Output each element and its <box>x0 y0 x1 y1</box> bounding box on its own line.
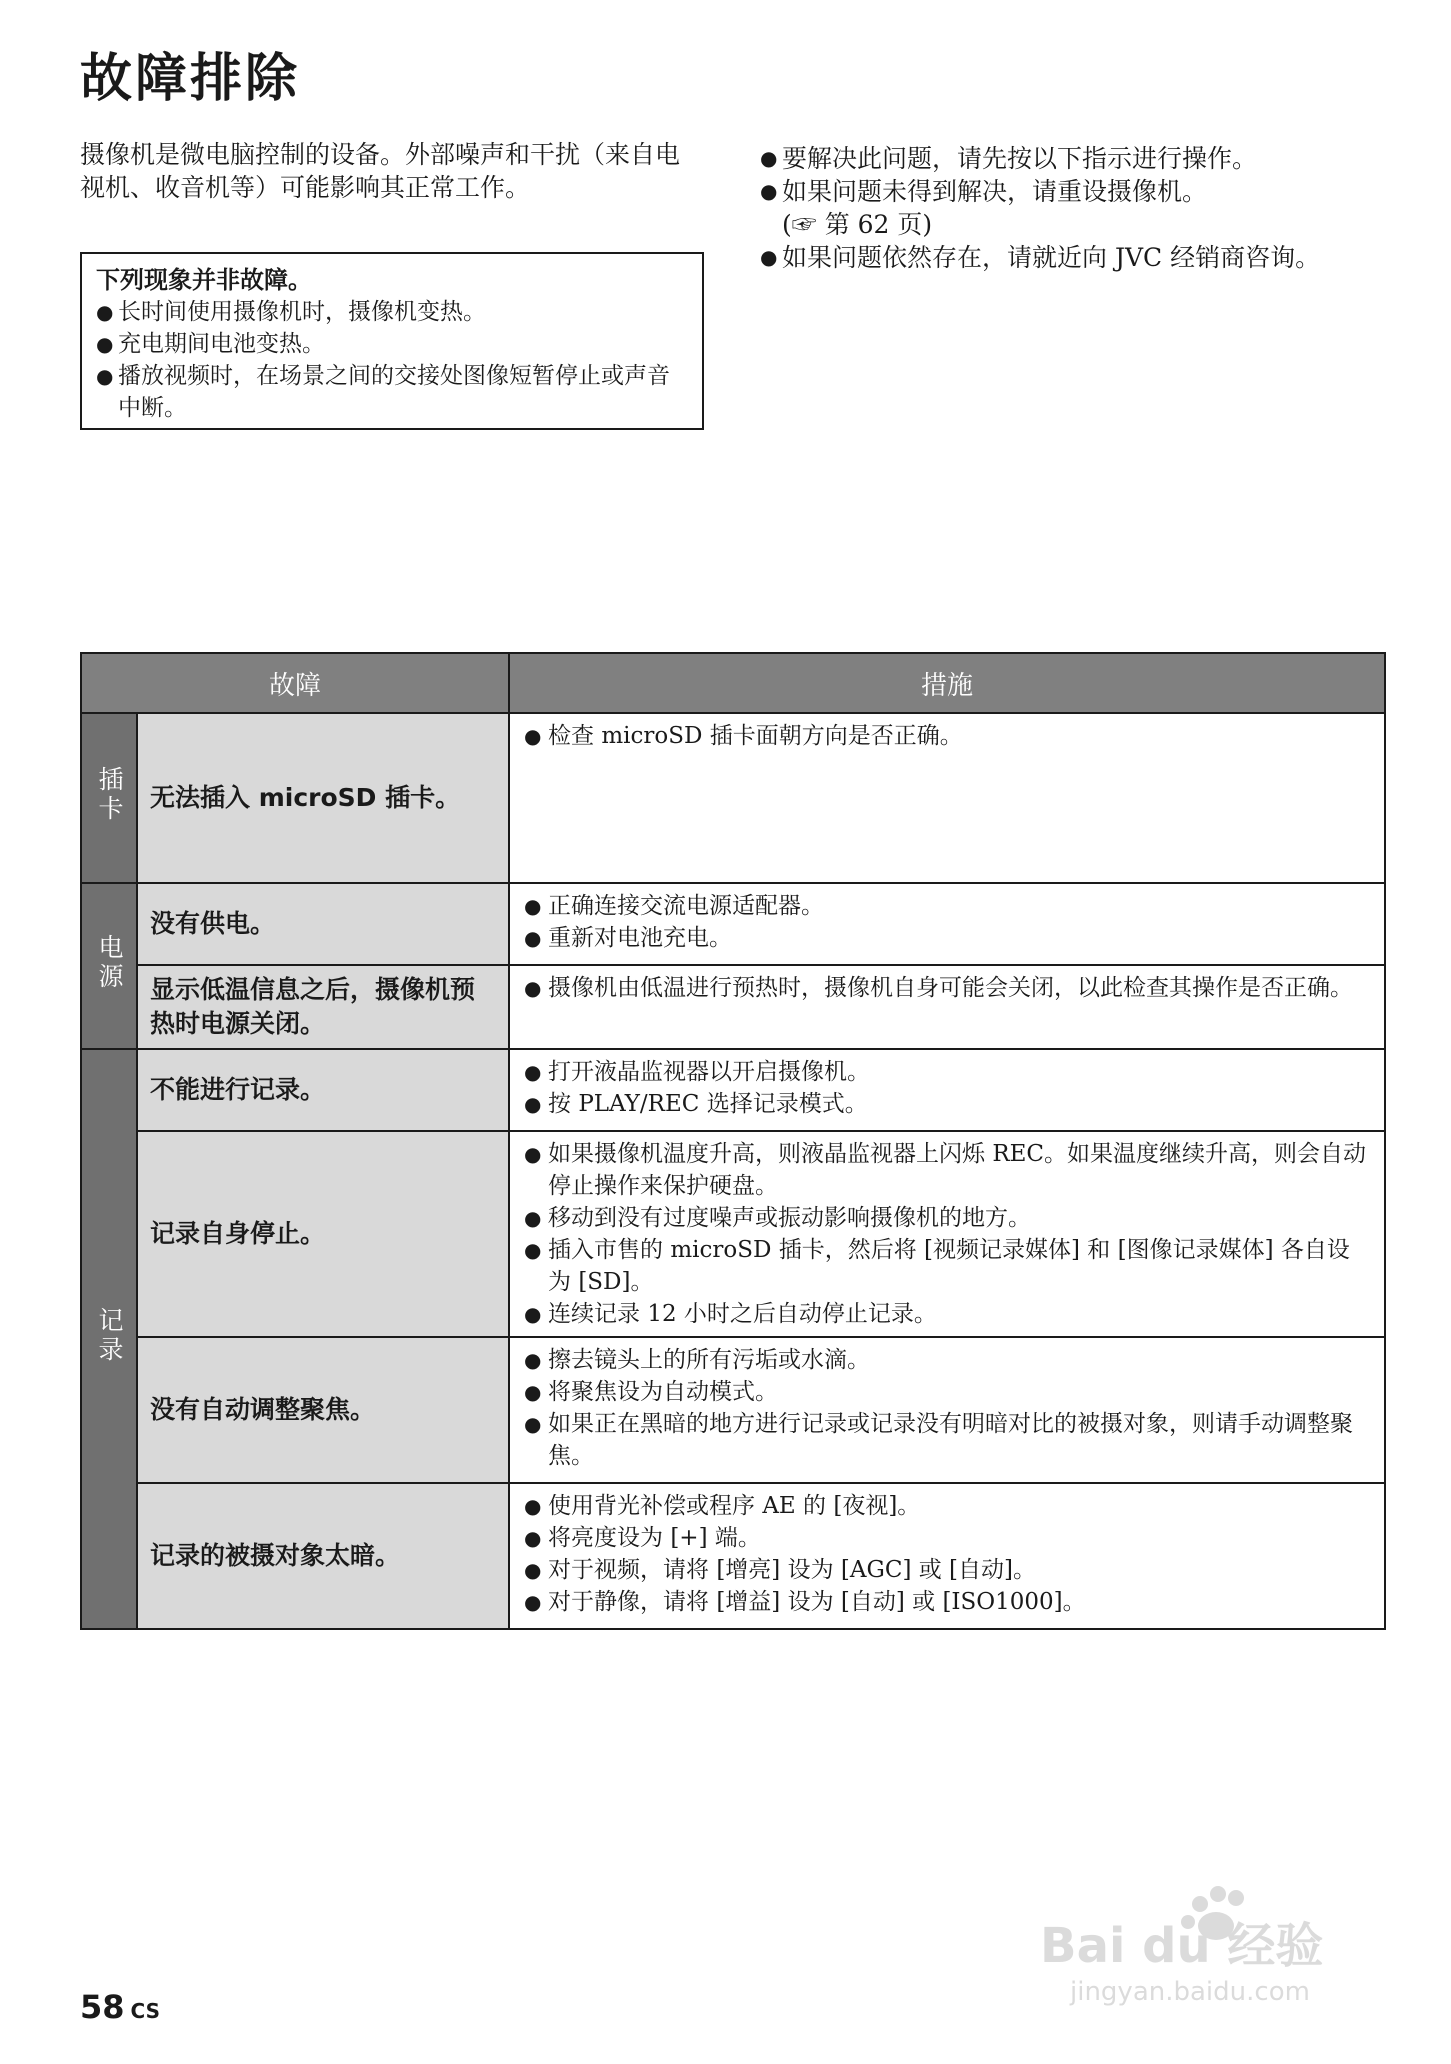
page-reference: (☞ 第 62 页) <box>782 210 933 239</box>
list-item: ● 播放视频时，在场景之间的交接处图像短暂停止或声音中断。 <box>96 363 670 421</box>
problem-cell: 显示低温信息之后，摄像机预热时电源关闭。 <box>137 965 509 1049</box>
list-item: ● 长时间使用摄像机时，摄像机变热。 <box>96 299 486 325</box>
action-cell: ● 擦去镜头上的所有污垢或水滴。 ● 将聚焦设为自动模式。 ● 如果正在黑暗的地方进行记录或记录没有明暗对比的被摄对象，则请手动调整聚焦。 <box>509 1337 1385 1483</box>
action-cell: ● 正确连接交流电源适配器。 ● 重新对电池充电。 <box>509 883 1385 965</box>
page-number: 58 CS <box>80 1988 160 2026</box>
problem-cell: 记录自身停止。 <box>137 1131 509 1337</box>
intro-text: 摄像机是微电脑控制的设备。外部噪声和干扰（来自电视机、收音机等）可能影响其正常工作。 <box>80 140 681 202</box>
category-power: 电源 <box>81 883 137 1049</box>
problem-cell: 记录的被摄对象太暗。 <box>137 1483 509 1629</box>
action-cell: ● 打开液晶监视器以开启摄像机。 ● 按 PLAY/REC 选择记录模式。 <box>509 1049 1385 1131</box>
action-cell: ● 如果摄像机温度升高，则液晶监视器上闪烁 REC。如果温度继续升高，则会自动停止操作来保护硬盘。 ● 移动到没有过度噪声或振动影响摄像机的地方。 ● 插入市售的 microSD 插卡，然后将 [视频记录媒体] 和 [图像记录媒体] 各自设为 [SD]。 ● 连续记录 12 小时之后自动停止记录。 <box>509 1131 1385 1337</box>
header-problem: 故障 <box>81 653 509 713</box>
table-row <box>81 1337 1385 1483</box>
problem-cell: 无法插入 microSD 插卡。 <box>137 713 509 883</box>
table-row <box>81 1131 1385 1337</box>
problem-cell: 不能进行记录。 <box>137 1049 509 1131</box>
list-item: ● 充电期间电池变热。 <box>96 331 325 357</box>
instructions <box>760 142 1380 274</box>
table-row <box>81 1049 1385 1131</box>
list-item: ● 要解决此问题，请先按以下指示进行操作。 <box>760 144 1258 173</box>
page-title: 故障排除 <box>80 49 301 109</box>
notice-list <box>96 296 686 424</box>
action-cell: ● 摄像机由低温进行预热时，摄像机自身可能会关闭，以此检查其操作是否正确。 <box>509 965 1385 1049</box>
table-row <box>81 965 1385 1049</box>
list-item: ● 如果问题依然存在，请就近向 JVC 经销商咨询。 <box>760 243 1321 272</box>
notice-box <box>80 252 704 430</box>
problem-cell: 没有供电。 <box>137 883 509 965</box>
table-row <box>81 1483 1385 1629</box>
table-row <box>81 883 1385 965</box>
watermark-url: jingyan.baidu.com <box>1070 1977 1310 2007</box>
header-action: 措施 <box>509 653 1385 713</box>
action-cell: ● 使用背光补偿或程序 AE 的 [夜视]。 ● 将亮度设为 [+] 端。 ● 对于视频，请将 [增亮] 设为 [AGC] 或 [自动]。 ● 对于静像，请将 [增益] 设为 [自动] 或 [ISO1000]。 <box>509 1483 1385 1629</box>
troubleshooting-table <box>80 652 1386 1624</box>
table-row <box>81 713 1385 883</box>
notice-title: 下列现象并非故障。 <box>96 266 312 294</box>
category-card: 插卡 <box>81 713 137 883</box>
watermark-brand: Bai du 经验 <box>1040 1918 1324 1974</box>
category-record: 记录 <box>81 1049 137 1629</box>
baidu-watermark <box>1030 1870 1390 2010</box>
list-item: ● 如果问题未得到解决，请重设摄像机。 (☞ 第 62 页) <box>760 175 1380 241</box>
problem-cell: 没有自动调整聚焦。 <box>137 1337 509 1483</box>
action-cell: ● 检查 microSD 插卡面朝方向是否正确。 <box>509 713 1385 883</box>
